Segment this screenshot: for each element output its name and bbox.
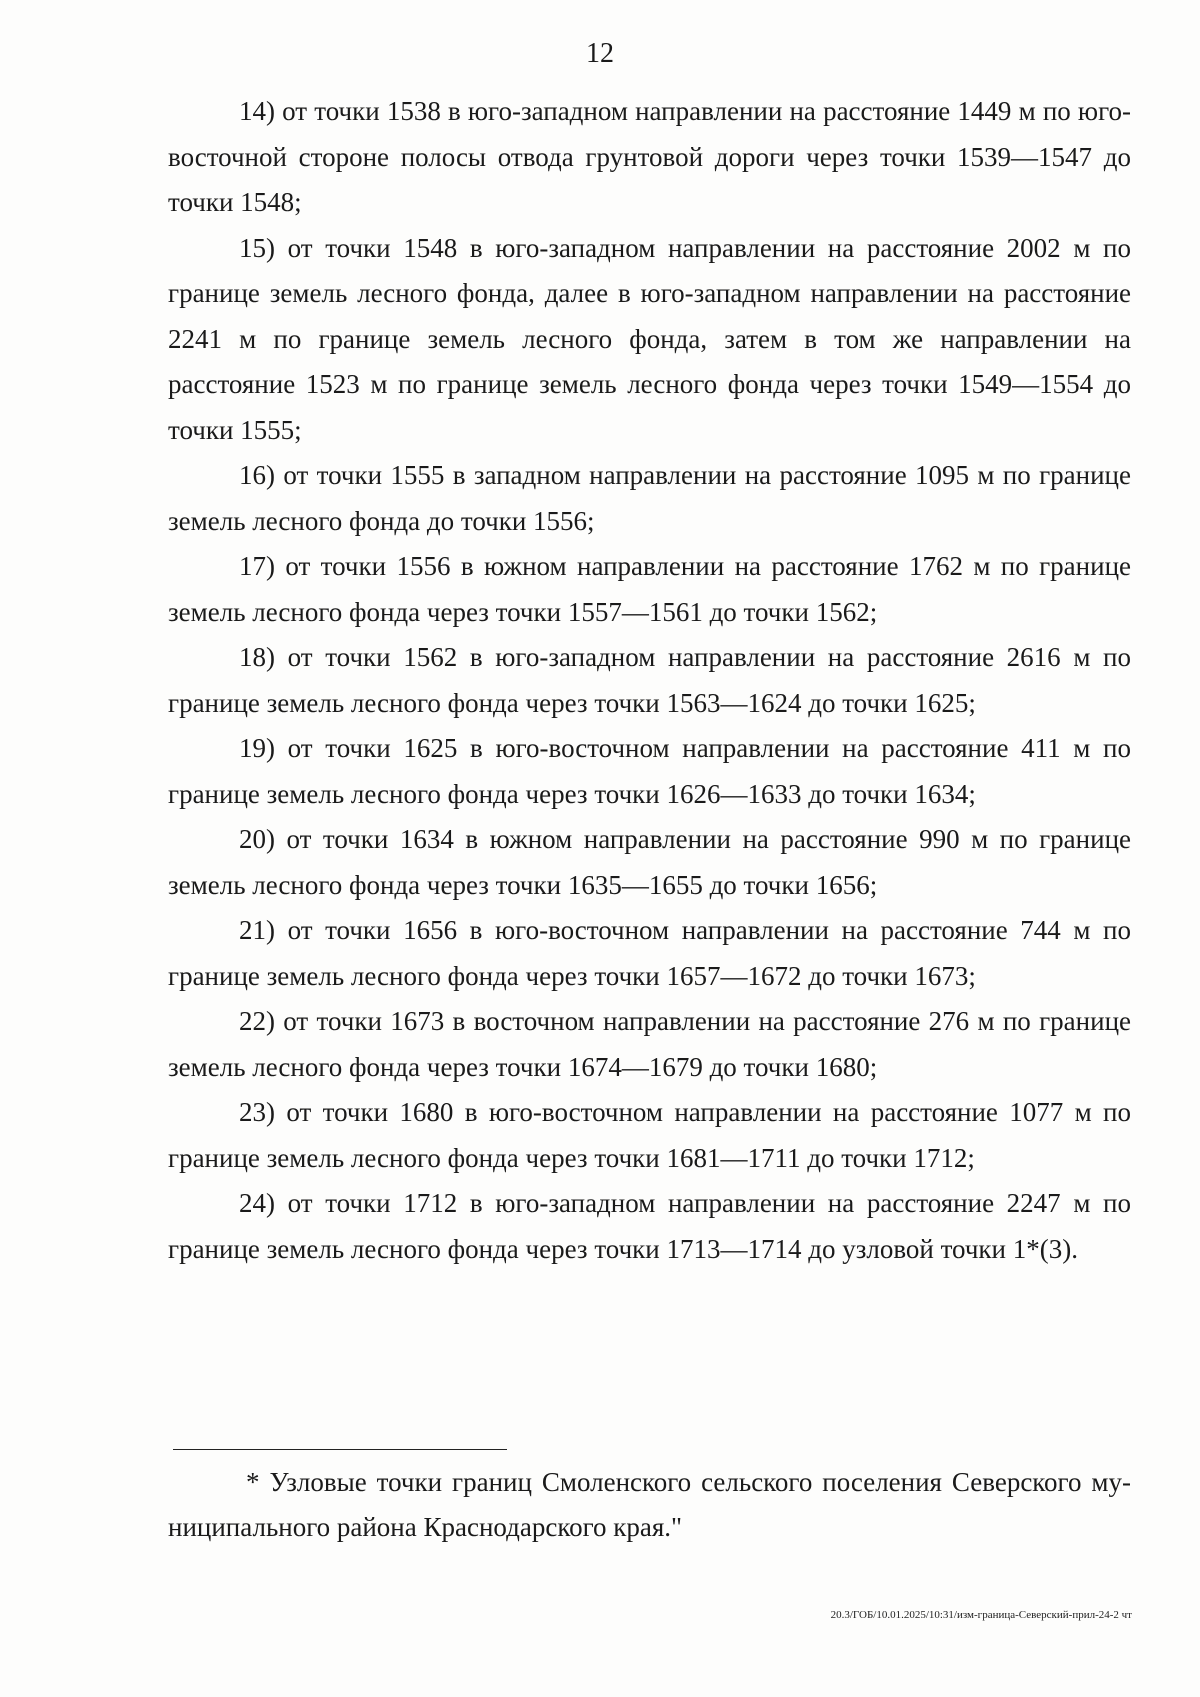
paragraph-18: 18) от точки 1562 в юго-западном направлении на расстояние 2616 м по границе земель лесного фонда через точки 1563—1624 до точки 1625; xyxy=(168,642,1131,718)
footnote-divider xyxy=(173,1449,507,1450)
paragraph-19: 19) от точки 1625 в юго-восточном направлении на расстояние 411 м по границе земель лесного фонда через точки 1626—1633 до точки 1634; xyxy=(168,733,1131,809)
paragraph-21: 21) от точки 1656 в юго-восточном направлении на расстояние 744 м по границе земель лесного фонда через точки 1657—1672 до точки 1673; xyxy=(168,915,1131,991)
footnote: * Узловые точки границ Смоленского сельского поселения Северского муниципального района Краснодарского края." xyxy=(168,1467,1131,1542)
paragraph-17: 17) от точки 1556 в южном направлении на расстояние 1762 м по границе земель лесного фонда через точки 1557—1561 до точки 1562; xyxy=(168,551,1131,627)
paragraph-23: 23) от точки 1680 в юго-восточном направлении на расстояние 1077 м по границе земель лесного фонда через точки 1681—1711 до точки 1712; xyxy=(168,1097,1131,1173)
paragraph-22: 22) от точки 1673 в восточном направлении на расстояние 276 м по границе земель лесного фонда через точки 1674—1679 до точки 1680; xyxy=(168,1006,1131,1082)
paragraph-14: 14) от точки 1538 в юго-западном направлении на расстояние 1449 м по юго-восточной стороне полосы отвода грунтовой дороги через точки 1539—1547 до точки 1548; xyxy=(168,96,1131,217)
page-number: 12 xyxy=(586,38,614,69)
document-code: 20.3/ГОБ/10.01.2025/10:31/изм-граница-Северский-прил-24-2 чт xyxy=(830,1609,1132,1621)
paragraph-15: 15) от точки 1548 в юго-западном направлении на расстояние 2002 м по границе земель лесного фонда, далее в юго-западном направлении на расстояние 2241 м по границе земель лесного фонда, затем в том же направлении на расстояние 1523 м по границе земель лесного фонда через точки 1549—1554 до точки 1555; xyxy=(168,232,1131,445)
paragraph-20: 20) от точки 1634 в южном направлении на расстояние 990 м по границе земель лесного фонда через точки 1635—1655 до точки 1656; xyxy=(168,824,1131,900)
paragraph-16: 16) от точки 1555 в западном направлении на расстояние 1095 м по границе земель лесного фонда до точки 1556; xyxy=(168,460,1131,536)
document-body xyxy=(168,89,1131,1272)
paragraph-24: 24) от точки 1712 в юго-западном направлении на расстояние 2247 м по границе земель лесного фонда через точки 1713—1714 до узловой точки 1*(3). xyxy=(168,1188,1131,1264)
